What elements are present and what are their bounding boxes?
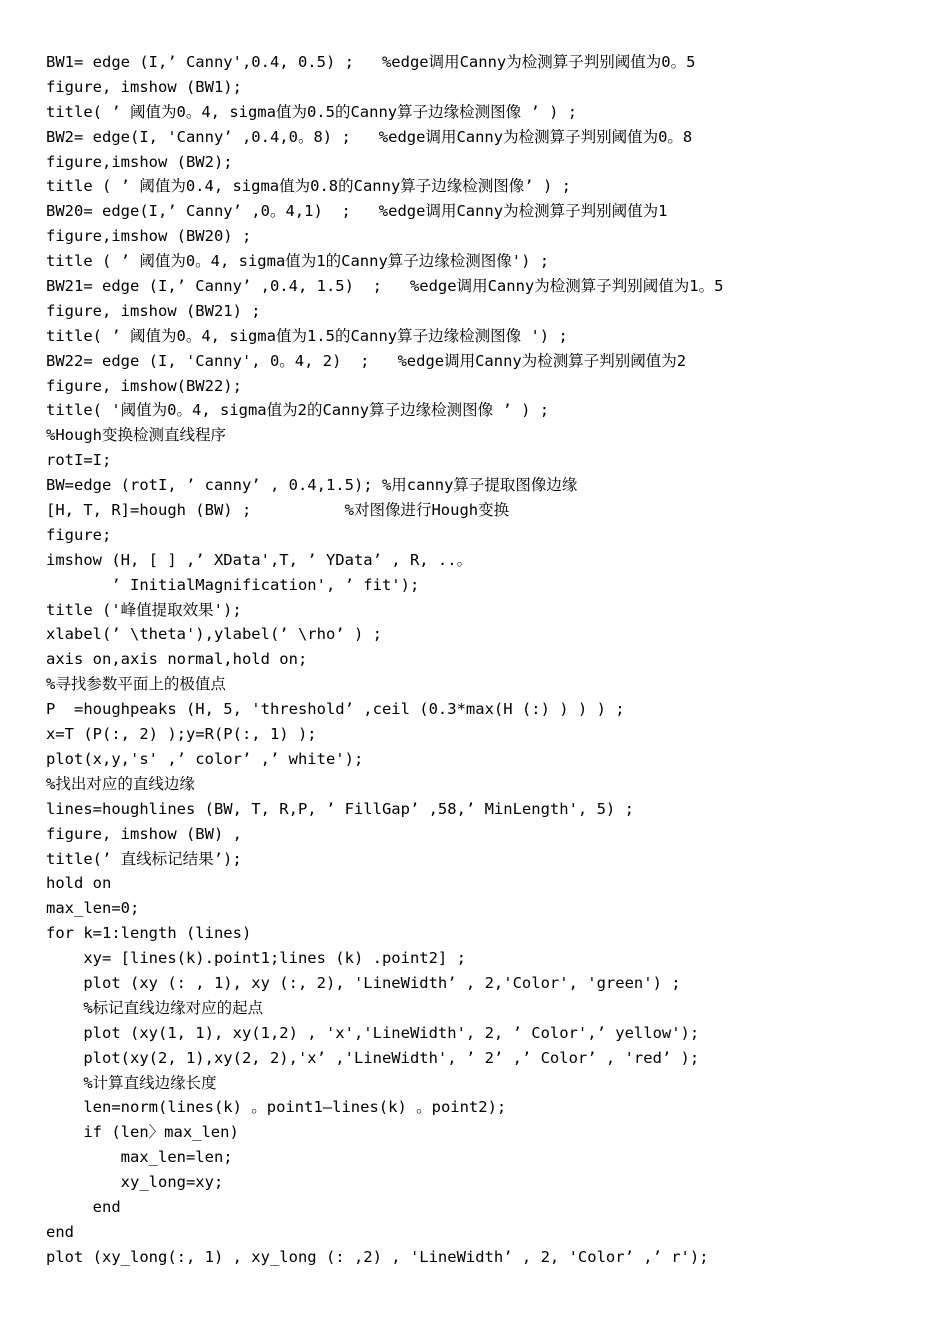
code-line: BW20= edge(I,’ Canny’ ,0。4,1) ; %edge调用Canny为检测算子判别阈值为1 [46,202,668,221]
code-line: imshow (H, [ ] ,’ XData',T, ’ YData’ , R, ..。 [46,550,473,569]
code-line: if (len〉max_len) [46,1123,239,1142]
code-line: figure, imshow(BW22); [46,376,242,395]
code-line: hold on [46,874,112,893]
code-line: plot(x,y,'s' ,’ color’ ,’ white'); [46,749,364,768]
code-line: %标记直线边缘对应的起点 [46,998,264,1017]
code-line: [H, T, R]=hough (BW) ; %对图像进行Hough变换 [46,501,510,520]
code-listing [46,50,926,1270]
code-line: title ('峰值提取效果'); [46,600,242,619]
code-line: BW=edge (rotI, ’ canny’ , 0.4,1.5); %用canny算子提取图像边缘 [46,476,578,495]
code-line: BW22= edge (I, 'Canny', 0。4, 2) ; %edge调用Canny为检测算子判别阈值为2 [46,351,687,370]
code-line: title( ’ 阈值为0。4, sigma值为1.5的Canny算子边缘检测图像 ') ; [46,326,568,345]
code-line: figure, imshow (BW1); [46,77,242,96]
code-line: BW1= edge (I,’ Canny',0.4, 0.5) ; %edge调用Canny为检测算子判别阈值为0。5 [46,53,696,71]
code-line: ’ InitialMagnification', ’ fit'); [46,575,420,594]
code-line: %找出对应的直线边缘 [46,774,195,793]
code-line: lines=houghlines (BW, T, R,P, ’ FillGap’ ,58,’ MinLength', 5) ; [46,799,634,818]
code-line: for k=1:length (lines) [46,924,252,943]
code-line: figure,imshow (BW2); [46,152,233,171]
code-line: xy= [lines(k).point1;lines (k) .point2] ; [46,949,466,968]
code-line: plot(xy(2, 1),xy(2, 2),'x’ ,'LineWidth', ’ 2’ ,’ Color’ , 'red’ ); [46,1048,700,1067]
code-line: title( ’ 阈值为0。4, sigma值为0.5的Canny算子边缘检测图像 ’ ) ; [46,102,578,121]
code-line: x=T (P(:, 2) );y=R(P(:, 1) ); [46,725,317,744]
code-line: max_len=0; [46,899,140,918]
code-line: figure,imshow (BW20) ; [46,227,252,246]
code-line: %计算直线边缘长度 [46,1073,217,1092]
code-line: plot (xy(1, 1), xy(1,2) , 'x','LineWidth', 2, ’ Color',’ yellow'); [46,1023,700,1042]
code-line: end [46,1222,74,1241]
code-line: plot (xy_long(:, 1) , xy_long (: ,2) , 'LineWidth’ , 2, 'Color’ ,’ r'); [46,1247,709,1266]
code-line: title(’ 直线标记结果’); [46,849,242,868]
code-line: end [46,1197,121,1216]
code-line: rotI=I; [46,451,112,470]
code-line: %Hough变换检测直线程序 [46,426,226,445]
code-line: P =houghpeaks (H, 5, 'threshold’ ,ceil (0.3*max(H (:) ) ) ) ; [46,700,625,719]
code-line: xy_long=xy; [46,1173,224,1192]
code-line: %寻找参数平面上的极值点 [46,675,226,694]
code-line: plot (xy (: , 1), xy (:, 2), 'LineWidth’ , 2,'Color', 'green') ; [46,973,681,992]
code-line: figure, imshow (BW) , [46,824,242,843]
code-line: max_len=len; [46,1148,233,1167]
code-line: title( '阈值为0。4, sigma值为2的Canny算子边缘检测图像 ’ ) ; [46,401,550,420]
code-line: title ( ’ 阈值为0.4, sigma值为0.8的Canny算子边缘检测图像’ ) ; [46,177,571,196]
code-line: title ( ’ 阈值为0。4, sigma值为1的Canny算子边缘检测图像') ; [46,252,550,271]
code-line: len=norm(lines(k) 。point1—lines(k) 。point2); [46,1098,507,1117]
code-line: xlabel(’ \theta'),ylabel(’ \rho’ ) ; [46,625,382,644]
code-line: figure, imshow (BW21) ; [46,301,261,320]
code-line: BW2= edge(I, 'Canny’ ,0.4,0。8) ; %edge调用Canny为检测算子判别阈值为0。8 [46,127,693,146]
code-line: axis on,axis normal,hold on; [46,650,308,669]
code-line: figure; [46,525,112,544]
code-line: BW21= edge (I,’ Canny’ ,0.4, 1.5) ; %edge调用Canny为检测算子判别阈值为1。5 [46,277,724,296]
